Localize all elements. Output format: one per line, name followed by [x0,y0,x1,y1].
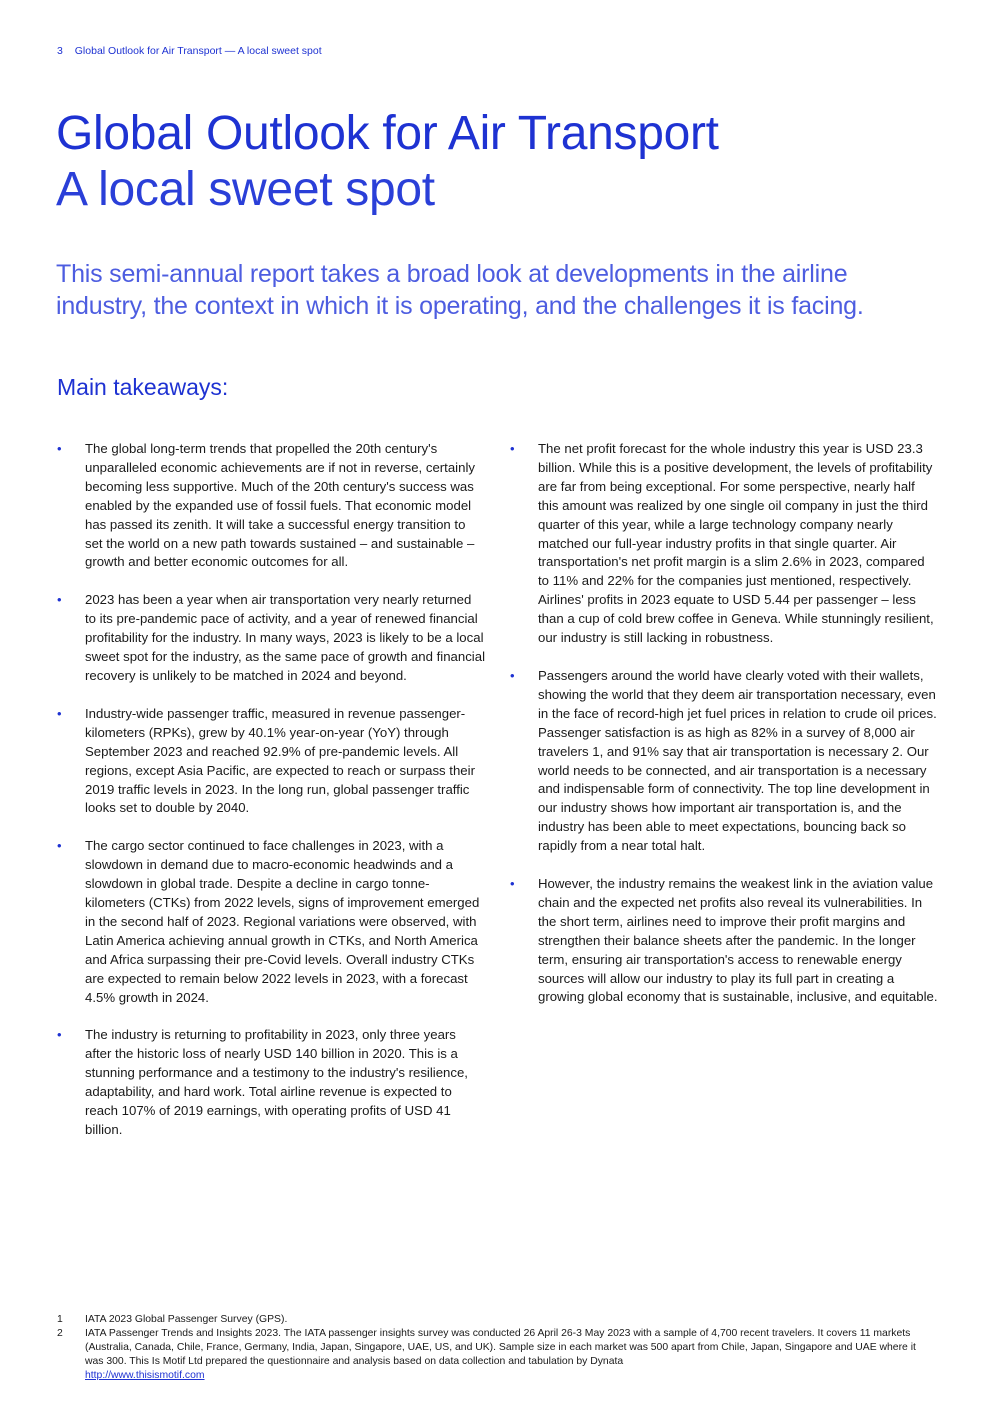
footnote [57,1313,937,1327]
page-number: 3 [57,45,63,57]
takeaways-left-column [57,440,485,1159]
page-title-line1: Global Outlook for Air Transport [56,107,719,160]
footnote-text: IATA 2023 Global Passenger Survey (GPS). [85,1314,288,1325]
footnote [57,1327,937,1383]
takeaways-heading: Main takeaways: [57,374,229,400]
bullet-icon: • [57,441,62,456]
takeaway-text: The global long-term trends that propelled the 20th century's unparalleled economic achievements are if not in reverse, certainly becoming less supportive. Much of the 20th century's success was enabled by the expanded use of fossil fuels. That economic model has passed its zenith. It will take a successful energy transition to set the world on a new path towards sustained – and sustainable – growth and better economic outcomes for all. [85,441,475,570]
takeaway-item [510,440,938,648]
takeaway-text: The cargo sector continued to face challenges in 2023, with a slowdown in demand due to macro-economic headwinds and a slowdown in global trade. Despite a decline in cargo tonne-kilometers (CTKs) from 2022 levels, signs of improvement emerged in the second half of 2023. Regional variations were observed, with Latin America achieving annual growth in CTKs, and North America and Africa surpassing their pre-Covid levels. Overall industry CTKs are expected to remain below 2022 levels in 2023, with a forecast 4.5% growth in 2024. [85,838,480,1005]
footnote-number: 2 [57,1328,63,1339]
takeaway-text: 2023 has been a year when air transportation very nearly returned to its pre-pandemic pace of activity, and a year of renewed financial profitability for the industry. In many ways, 2023 is likely to be a local sweet spot for the industry, as the same pace of growth and financial recovery is unlikely to be matched in 2024 and beyond. [85,592,485,683]
bullet-icon: • [510,876,515,892]
page-title [56,106,936,218]
takeaway-text: The net profit forecast for the whole industry this year is USD 23.3 billion. While this is a positive development, the levels of profitability are far from being exceptional. For some perspective, nearly half this amount was realized by one single oil company in just the third quarter of this year, while a large technology company nearly matched our full-year industry profits in that single quarter. Air transportation's net profit margin is a slim 2.6% in 2023, compared to 11% and 22% for the companies just mentioned, respectively. Airlines' profits in 2023 equate to USD 5.44 per passenger – less than a cup of cold brew coffee in Geneva. While stunningly resilient, our industry is still lacking in robustness. [538,441,934,646]
footnote-number: 1 [57,1314,63,1325]
takeaway-item [510,667,938,856]
takeaway-text: Industry-wide passenger traffic, measured in revenue passenger-kilometers (RPKs), grew by 40.1% year-on-year (YoY) through September 2023 and reached 92.9% of pre-pandemic levels. All regions, except Asia Pacific, are expected to reach or surpass their 2019 traffic levels in 2023. In the long run, global passenger traffic looks set to double by 2040. [85,705,475,816]
takeaway-item [57,1026,485,1139]
bullet-icon: • [510,441,515,456]
takeaway-item [57,705,485,818]
intro-paragraph: This semi-annual report takes a broad look at developments in the airline industry, the context in which it is operating, and the challenges it is facing. [56,260,864,320]
running-header [57,45,322,57]
takeaways-right-column [510,440,938,1026]
footnotes [57,1313,937,1383]
takeaway-item [57,837,485,1007]
bullet-icon: • [57,592,62,608]
page-subtitle: A local sweet spot [56,163,435,216]
bullet-icon: • [57,705,62,721]
takeaway-item [510,875,938,1007]
takeaway-text: However, the industry remains the weakest link in the aviation value chain and the expected net profits also reveal its vulnerabilities. In the short term, airlines need to improve their profit margins and strengthen their balance sheets after the pandemic. In the longer term, ensuring air transportation's access to renewable energy sources will allow our industry to play its full part in creating a growing global economy that is sustainable, inclusive, and equitable. [538,876,938,1005]
footnote-link[interactable]: http://www.thisismotif.com [85,1370,205,1381]
bullet-icon: • [57,1027,62,1043]
running-title: Global Outlook for Air Transport — A local sweet spot [74,45,322,57]
bullet-icon: • [510,667,515,683]
takeaway-text: Passengers around the world have clearly voted with their wallets, showing the world that they deem air transportation necessary, even in the face of record-high jet fuel prices in relation to crude oil prices. Passenger satisfaction is as high as 82% in a survey of 8,000 air travelers 1, and 91% say that air transportation is necessary 2. Our world needs to be connected, and air transportation is a necessary and indispensable form of connectivity. The top line development in our industry shows how important air transportation is, and the industry has been able to meet expectations, bouncing back so rapidly from a near total halt. [538,667,937,854]
takeaway-item [57,591,485,686]
bullet-icon: • [57,838,62,854]
takeaway-text: The industry is returning to profitability in 2023, only three years after the historic loss of nearly USD 140 billion in 2020. This is a stunning performance and a testimony to the industry's resilience, adaptability, and hard work. Total airline revenue is expected to reach 107% of 2019 earnings, with operating profits of USD 41 billion. [85,1027,468,1137]
takeaway-item [57,440,485,572]
footnote-text: IATA Passenger Trends and Insights 2023. The IATA passenger insights survey was conducted 26 April 26-3 May 2023 with a sample of 4,700 recent travelers. It covers 11 markets (Australia, Canada, Chile, France, Germany, India, Japan, Singapore, UAE, US, and UK). Sample size in each market was 500 apart from Chile, Japan, Singapore and UAE where it was 300. This Is Motif Ltd prepared the questionnaire and analysis based on data collection and tabulation by Dynata [85,1328,916,1367]
